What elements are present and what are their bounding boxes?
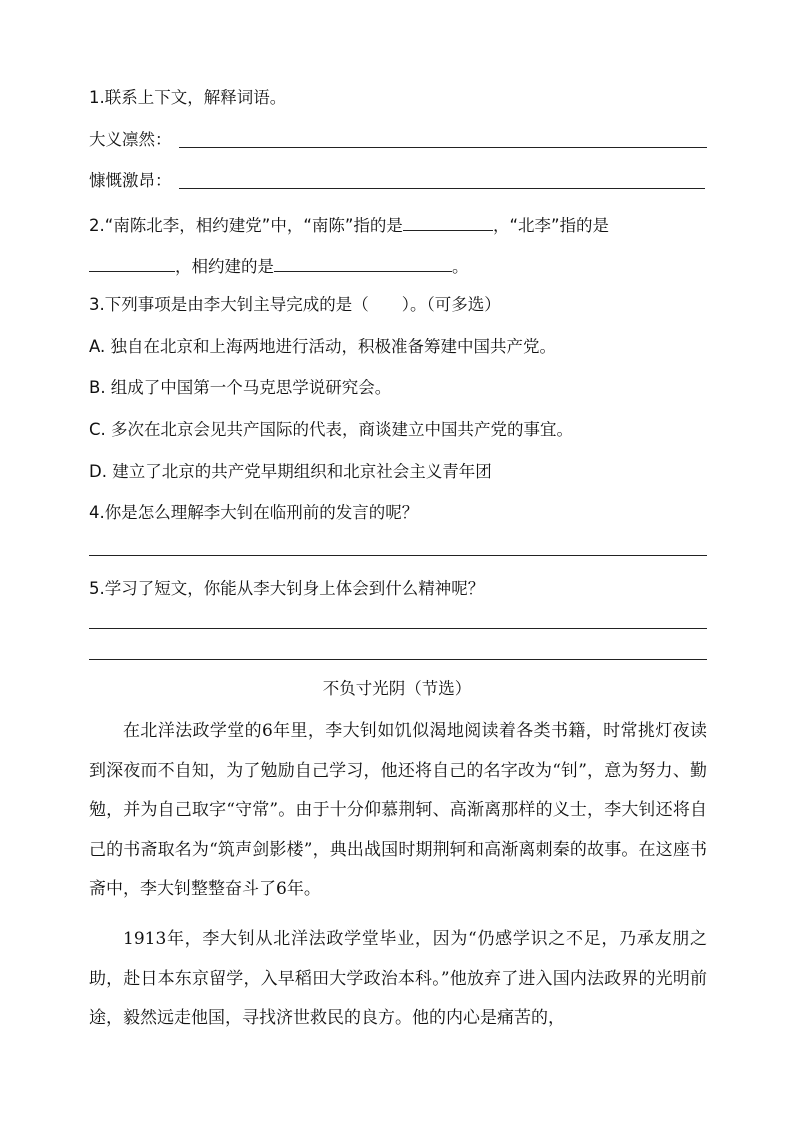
- question-2-text-3: ，相约建的是: [175, 257, 274, 276]
- question-3-option-d[interactable]: D. 建立了北京的共产党早期组织和北京社会主义青年团: [89, 462, 492, 481]
- question-1-term-2-answer-line[interactable]: [179, 188, 705, 189]
- passage-paragraph-1: 在北洋法政学堂的6年里，李大钊如饥似渴地阅读着各类书籍，时常挑灯夜读到深夜而不自知，为了勉励自己学习，他还将自己的名字改为“钊”，意为努力、勤勉，并为自己取字“守常”。由于十分仰慕荆轲、高渐离那样的义士，李大钊还将自己的书斋取名为“筑声剑影楼”，典出战国时期荆轲和高渐离刺秦的故事。在这座书斋中，李大钊整整奋斗了6年。: [89, 721, 707, 899]
- question-2-blank-3[interactable]: [274, 253, 452, 272]
- question-2-text-4: 。: [452, 257, 469, 276]
- question-2-blank-2[interactable]: [89, 253, 175, 272]
- question-3-prompt: 3.下列事项是由李大钊主导完成的是（ ）。（可多选）: [89, 295, 501, 314]
- question-2-text-1: 2.“南陈北李，相约建党”中，“南陈”指的是: [89, 216, 403, 235]
- question-2-line-1: [89, 212, 609, 237]
- question-2-line-2: [89, 253, 469, 278]
- question-2-text-2: ，“北李”指的是: [492, 216, 610, 235]
- question-1-prompt: 1.联系上下文，解释词语。: [89, 88, 287, 107]
- question-3-option-c[interactable]: C. 多次在北京会见共产国际的代表，商谈建立中国共产党的事宜。: [89, 420, 574, 439]
- question-3-option-b[interactable]: B. 组成了中国第一个马克思学说研究会。: [89, 378, 392, 397]
- question-2-blank-1[interactable]: [403, 212, 493, 231]
- question-1-term-1-label: 大义凛然：: [89, 130, 172, 149]
- question-5-answer-line-2[interactable]: [89, 659, 707, 660]
- question-4-answer-line[interactable]: [89, 555, 707, 556]
- question-3-option-a[interactable]: A. 独自在北京和上海两地进行活动，积极准备筹建中国共产党。: [89, 337, 556, 356]
- question-1-term-2-label: 慷慨激昂：: [89, 171, 172, 190]
- question-5-prompt: 5.学习了短文，你能从李大钊身上体会到什么精神呢？: [89, 579, 485, 598]
- question-4-prompt: 4.你是怎么理解李大钊在临刑前的发言的呢？: [89, 503, 419, 522]
- question-1-term-1-answer-line[interactable]: [179, 147, 707, 148]
- passage-paragraph-2: 1913年，李大钊从北洋法政学堂毕业，因为“仍感学识之不足，乃承友朋之助，赴日本东京留学，入早稻田大学政治本科。”他放弃了进入国内法政界的光明前途，毅然远走他国，寻找济世救民的良方。他的内心是痛苦的，: [89, 929, 707, 1028]
- passage-title: 不负寸光阴（节选）: [322, 679, 472, 698]
- question-5-answer-line-1[interactable]: [89, 628, 707, 629]
